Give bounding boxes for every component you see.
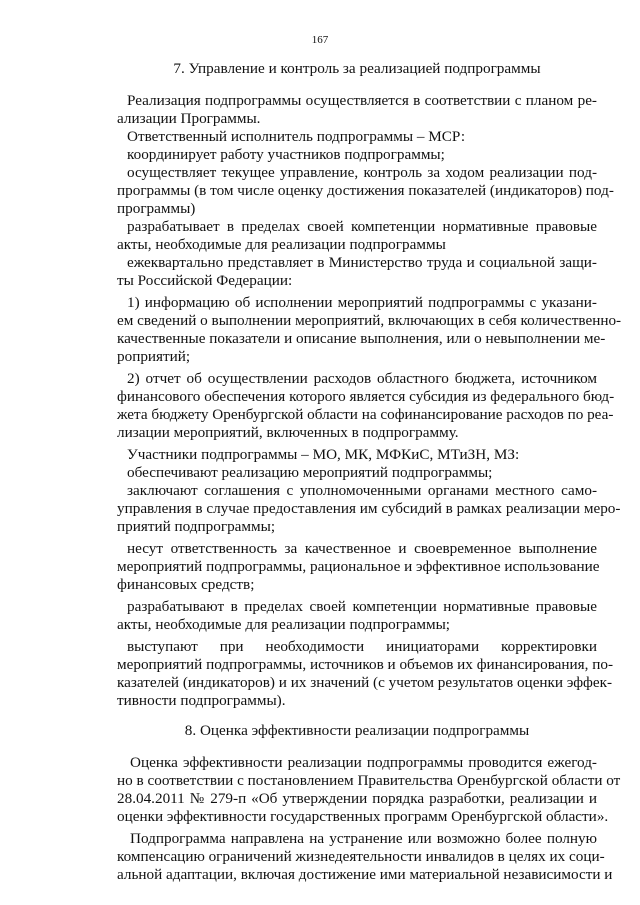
paragraph-line: несут ответственность за качественное и своевременное выполнение	[127, 540, 597, 557]
paragraph-line: мероприятий подпрограммы, источников и объемов их финансирования, по-	[117, 656, 614, 673]
paragraph-line: 2) отчет об осуществлении расходов областного бюджета, источником	[127, 370, 597, 387]
paragraph-line: Подпрограмма направлена на устранение или возможно более полную	[130, 830, 597, 847]
paragraph-line: ежеквартально представляет в Министерство труда и социальной защи-	[127, 254, 597, 271]
paragraph-line: жета бюджету Оренбургской области на софинансирование расходов по реа-	[117, 406, 614, 423]
paragraph-line: 1) информацию об исполнении мероприятий подпрограммы с указани-	[127, 294, 597, 311]
paragraph-line: ализации Программы.	[117, 110, 261, 127]
paragraph-line: финансового обеспечения которого является субсидия из федерального бюд-	[117, 388, 615, 405]
paragraph-line: осуществляет текущее управление, контроль за ходом реализации под-	[127, 164, 597, 181]
paragraph-line: Ответственный исполнитель подпрограммы – МСР:	[127, 128, 466, 145]
paragraph-line: выступают при необходимости инициаторами корректировки	[127, 638, 597, 655]
paragraph-line: 28.04.2011 № 279-п «Об утверждении порядка разработки, реализации и	[117, 790, 597, 807]
paragraph-line: разрабатывает в пределах своей компетенции нормативные правовые	[127, 218, 597, 235]
paragraph-line: приятий подпрограммы;	[117, 518, 276, 535]
paragraph-line: качественные показатели и описание выполнения, или о невыполнении ме-	[117, 330, 606, 347]
paragraph-line: но в соответствии с постановлением Правительства Оренбургской области от	[117, 772, 621, 789]
paragraph-line: Участники подпрограммы – МО, МК, МФКиС, МТиЗН, МЗ:	[127, 446, 520, 463]
paragraph-line: заключают соглашения с уполномоченными органами местного само-	[127, 482, 597, 499]
paragraph-line: оценки эффективности государственных программ Оренбургской области».	[117, 808, 609, 825]
paragraph-line: тивности подпрограммы).	[117, 692, 286, 709]
section-7-heading: 7. Управление и контроль за реализацией подпрограммы	[173, 60, 541, 77]
paragraph-line: роприятий;	[117, 348, 191, 365]
paragraph-line: лизации мероприятий, включенных в подпрограмму.	[117, 424, 459, 441]
paragraph-line: Реализация подпрограммы осуществляется в соответствии с планом ре-	[127, 92, 597, 109]
paragraph-line: разрабатывают в пределах своей компетенции нормативные правовые	[127, 598, 597, 615]
paragraph-line: альной адаптации, включая достижение ими материальной независимости и	[117, 866, 613, 883]
paragraph-line: координирует работу участников подпрограммы;	[127, 146, 445, 163]
paragraph-line: казателей (индикаторов) и их значений (с учетом результатов оценки эффек-	[117, 674, 613, 691]
paragraph-line: программы (в том числе оценку достижения показателей (индикаторов) под-	[117, 182, 614, 199]
paragraph-line: управления в случае предоставления им субсидий в рамках реализации меро-	[117, 500, 621, 517]
paragraph-line: ты Российской Федерации:	[117, 272, 293, 289]
paragraph-line: ем сведений о выполнении мероприятий, включающих в себя количественно-	[117, 312, 622, 329]
paragraph-line: мероприятий подпрограммы, рациональное и эффективное использование	[117, 558, 600, 575]
paragraph-line: обеспечивают реализацию мероприятий подпрограммы;	[127, 464, 493, 481]
paragraph-line: Оценка эффективности реализации подпрограммы проводится ежегод-	[130, 754, 597, 771]
paragraph-line: финансовых средств;	[117, 576, 255, 593]
paragraph-line: акты, необходимые для реализации подпрограммы;	[117, 616, 450, 633]
paragraph-line: акты, необходимые для реализации подпрограммы	[117, 236, 446, 253]
paragraph-line: компенсацию ограничений жизнедеятельности инвалидов в целях их соци-	[117, 848, 605, 865]
paragraph-line: программы)	[117, 200, 196, 217]
page-number: 167	[311, 34, 329, 46]
section-8-heading: 8. Оценка эффективности реализации подпрограммы	[184, 722, 530, 739]
